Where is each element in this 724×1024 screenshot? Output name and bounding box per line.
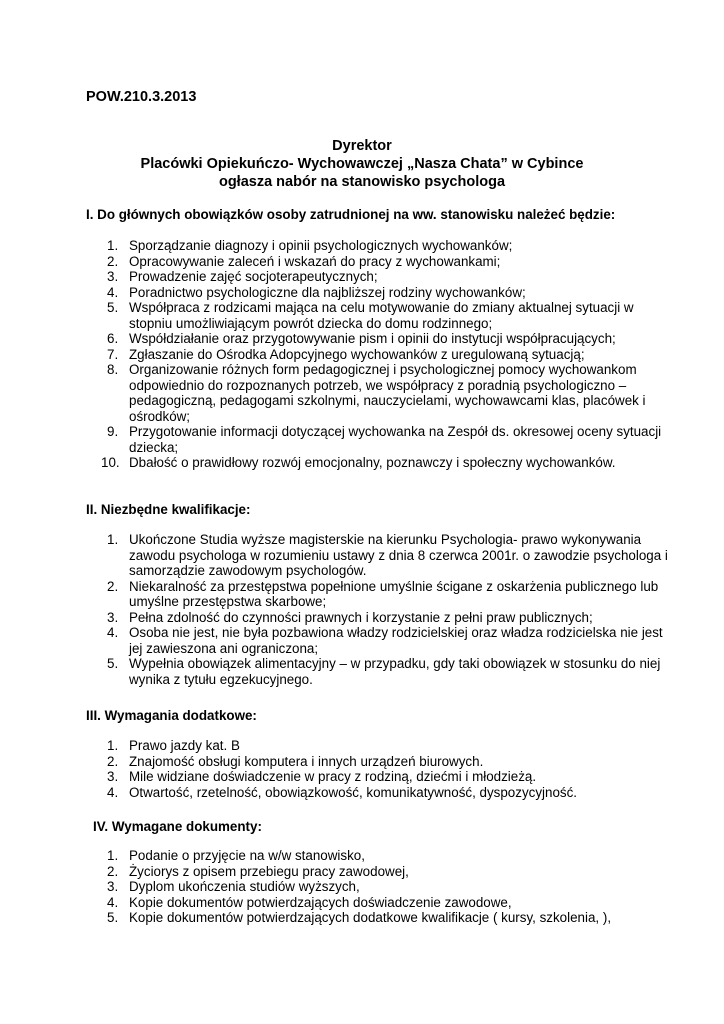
- list-item: [0, 769, 669, 785]
- list-item-number: 4.: [107, 784, 119, 800]
- list-item: [0, 785, 669, 801]
- list-item: [0, 532, 669, 579]
- list-item: [0, 455, 669, 471]
- list-item: [0, 879, 669, 895]
- list-item-text: Dbałość o prawidłowy rozwój emocjonalny, poznawczy i społeczny wychowanków.: [129, 455, 616, 470]
- list-item: [0, 300, 669, 331]
- list-item-number: 1.: [107, 532, 119, 547]
- list-item-number: 5.: [107, 910, 119, 925]
- heading-institution: Placówki Opiekuńczo- Wychowawczej „Nasza Chata” w Cybince: [140, 156, 584, 172]
- list-item-text: Organizowanie różnych form pedagogicznej i psychologicznej pomocy wychowankom odpowiednio do rozpoznanych potrzeb, we współpracy z poradnią psychologiczno – pedagogiczną, pedagogami szkolnymi, nauczycielami, wychowawcami klas, placówek i ośrodków;: [129, 362, 646, 424]
- list-item: [0, 362, 669, 424]
- list-item: [0, 864, 669, 880]
- list-item: [0, 285, 669, 301]
- list-item-text: Kopie dokumentów potwierdzających dodatkowe kwalifikacje ( kursy, szkolenia, ),: [129, 910, 612, 925]
- list-item: [0, 754, 669, 770]
- list-item-text: Pełna zdolność do czynności prawnych i korzystanie z pełni praw publicznych;: [129, 609, 593, 625]
- list-item-number: 3.: [107, 609, 119, 625]
- list-item-text: Osoba nie jest, nie była pozbawiona władzy rodzicielskiej oraz władza rodzicielska nie jest jej zawieszona ani ograniczona;: [129, 625, 663, 656]
- list-item-number: 8.: [107, 362, 119, 377]
- list-item: [0, 347, 669, 363]
- heading-announcement: ogłasza nabór na stanowisko psychologa: [218, 174, 506, 190]
- list-item-number: 3.: [107, 879, 119, 894]
- list-item-number: 3.: [107, 769, 119, 784]
- additional-requirements-list: [0, 738, 724, 800]
- list-item-number: 4.: [107, 894, 119, 910]
- list-item-text: Podanie o przyjęcie na w/w stanowisko,: [129, 848, 365, 863]
- list-item: [0, 331, 669, 347]
- list-item-text: Prawo jazdy kat. B: [129, 738, 240, 753]
- list-item-text: Przygotowanie informacji dotyczącej wychowanka na Zespół ds. okresowej oceny sytuacji dziecka;: [129, 424, 662, 455]
- list-item-number: 7.: [107, 346, 119, 362]
- list-item-number: 2.: [107, 863, 119, 879]
- list-item: [0, 238, 669, 254]
- list-item-text: Sporządzanie diagnozy i opinii psychologicznych wychowanków;: [129, 238, 513, 253]
- list-item: [0, 848, 669, 864]
- list-item-text: Kopie dokumentów potwierdzających doświadczenie zawodowe,: [129, 894, 512, 910]
- list-item-text: Otwartość, rzetelność, obowiązkowość, komunikatywność, dyspozycyjność.: [129, 784, 578, 800]
- list-item-text: Opracowywanie zaleceń i wskazań do pracy z wychowankami;: [129, 253, 501, 269]
- section-title-duties: I. Do głównych obowiązków osoby zatrudnionej na ww. stanowisku należeć będzie:: [86, 207, 616, 222]
- duties-list: [0, 238, 724, 471]
- list-item: [0, 610, 669, 626]
- list-item: [0, 254, 669, 270]
- list-item: [0, 895, 669, 911]
- list-item: [0, 910, 669, 926]
- list-item-text: Wypełnia obowiązek alimentacyjny – w przypadku, gdy taki obowiązek w stosunku do niej wynika z tytułu egzekucyjnego.: [129, 656, 661, 687]
- list-item-text: Znajomość obsługi komputera i innych urządzeń biurowych.: [129, 753, 484, 769]
- required-documents-list: [0, 848, 724, 926]
- list-item-number: 2.: [107, 578, 119, 594]
- list-item: [0, 738, 669, 754]
- list-item-number: 4.: [107, 625, 119, 640]
- list-item-number: 6.: [107, 331, 119, 346]
- list-item-number: 9.: [107, 424, 119, 439]
- list-item-text: Mile widziane doświadczenie w pracy z rodziną, dziećmi i młodzieżą.: [129, 769, 537, 784]
- list-item: [0, 269, 669, 285]
- list-item-number: 1.: [107, 238, 119, 253]
- list-item-text: Niekaralność za przestępstwa popełnione umyślnie ścigane z oskarżenia publicznego lub umyślne przestępstwa skarbowe;: [129, 578, 659, 609]
- list-item-number: 3.: [107, 269, 119, 284]
- section-title-additional-requirements: III. Wymagania dodatkowe:: [86, 708, 257, 723]
- list-item-text: Ukończone Studia wyższe magisterskie na kierunku Psychologia- prawo wykonywania zawodu psychologa w rozumieniu ustawy z dnia 8 czerwca 2001r. o zawodzie psychologa i samorządzie zawodowym psychologów.: [129, 532, 668, 578]
- section-title-qualifications: II. Niezbędne kwalifikacje:: [86, 502, 251, 517]
- list-item-number: 5.: [107, 300, 119, 315]
- qualifications-list: [0, 532, 724, 687]
- list-item: [0, 656, 669, 687]
- list-item-number: 1.: [107, 848, 119, 863]
- list-item-text: Życiorys z opisem przebiegu pracy zawodowej,: [129, 863, 409, 879]
- list-item-text: Współpraca z rodzicami mająca na celu motywowanie do zmiany aktualnej sytuacji w stopniu umożliwiającym powrót dziecka do domu rodzinnego;: [129, 300, 634, 331]
- section-title-required-documents: IV. Wymagane dokumenty:: [93, 819, 262, 834]
- list-item: [0, 579, 669, 610]
- list-item-number: 4.: [107, 284, 119, 300]
- list-item: [0, 625, 669, 656]
- list-item-text: Prowadzenie zajęć socjoterapeutycznych;: [129, 269, 378, 284]
- list-item-text: Dyplom ukończenia studiów wyższych,: [129, 879, 360, 894]
- list-item-number: 2.: [107, 253, 119, 269]
- list-item-number: 2.: [107, 753, 119, 769]
- list-item-number: 10.: [101, 455, 120, 470]
- reference-number: POW.210.3.2013: [86, 89, 197, 105]
- list-item: [0, 424, 669, 455]
- list-item-text: Poradnictwo psychologiczne dla najbliższej rodziny wychowanków;: [129, 284, 526, 300]
- list-item-text: Zgłaszanie do Ośrodka Adopcyjnego wychowanków z uregulowaną sytuacją;: [129, 346, 585, 362]
- list-item-text: Współdziałanie oraz przygotowywanie pism i opinii do instytucji współpracujących;: [129, 331, 616, 346]
- list-item-number: 1.: [107, 738, 119, 753]
- heading-title: Dyrektor: [332, 138, 392, 154]
- list-item-number: 5.: [107, 656, 119, 671]
